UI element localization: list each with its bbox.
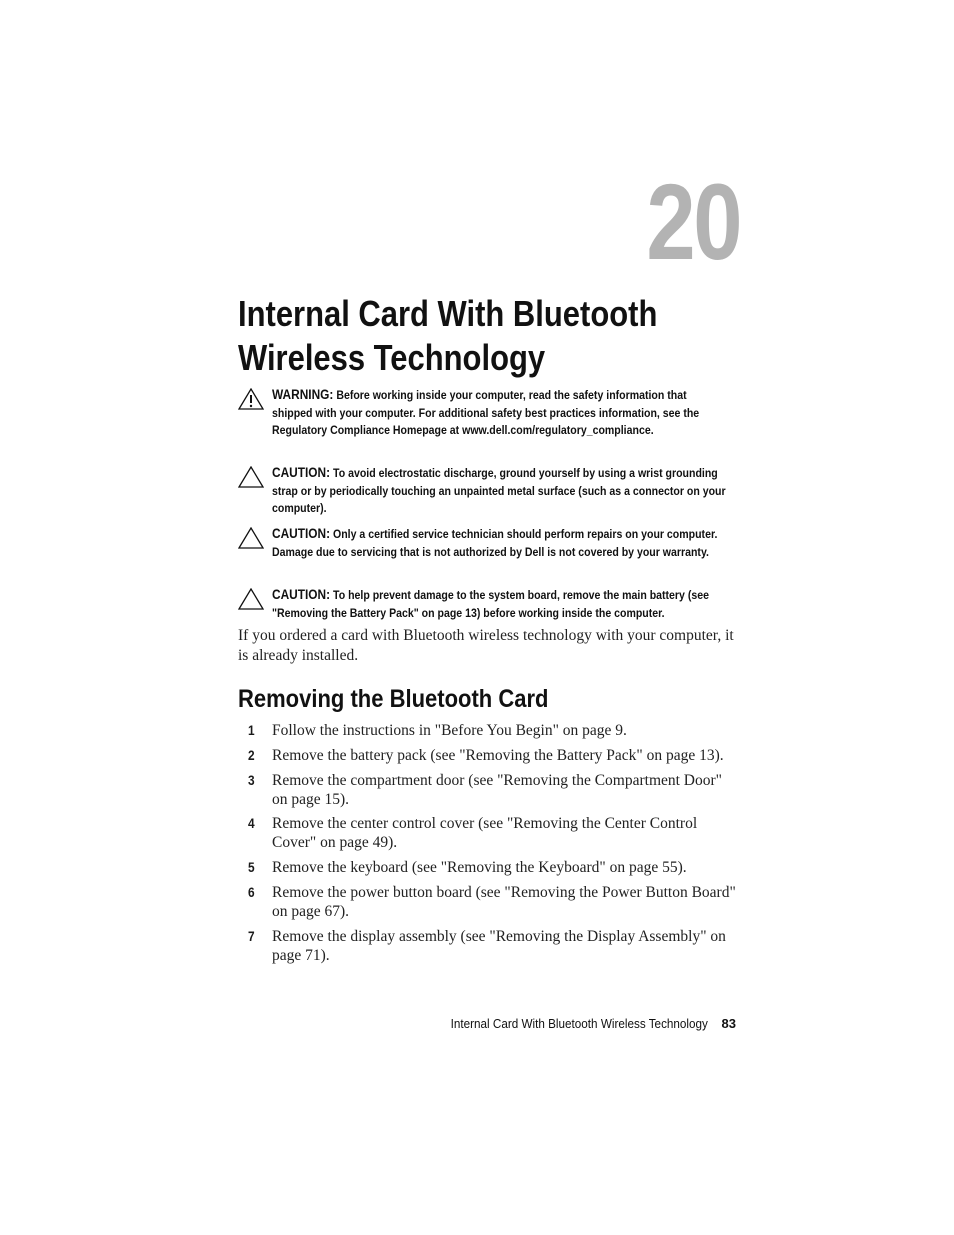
page-number: 83 [721,1016,736,1031]
step-text: Remove the center control cover (see "Removing the Center Control Cover" on page 49). [272,815,698,851]
list-item [238,858,738,877]
step-number: 7 [248,929,255,944]
chapter-title: Internal Card With Bluetooth Wireless Technology [238,293,658,378]
caution-notice [238,586,738,622]
step-text: Remove the battery pack (see "Removing the Battery Pack" on page 13). [272,747,724,764]
caution-icon [238,588,264,610]
warning-icon [238,388,264,410]
notice-text: To avoid electrostatic discharge, ground yourself by using a wrist grounding strap or by periodically touching an unpainted metal surface (such as a connector on your computer). [272,466,726,515]
step-number: 6 [248,885,255,900]
step-number: 5 [248,860,255,875]
notice-text: Only a certified service technician should perform repairs on your computer. Damage due to servicing that is not authorized by Dell is not covered by your warranty. [272,527,718,559]
caution-notice [238,464,738,518]
caution-icon [238,466,264,488]
intro-paragraph: If you ordered a card with Bluetooth wireless technology with your computer, it is already installed. [238,627,734,664]
footer-title: Internal Card With Bluetooth Wireless Technology [450,1016,708,1031]
list-item [238,721,738,740]
step-number: 1 [248,723,255,738]
warning-notice [238,386,738,440]
step-text: Remove the power button board (see "Removing the Power Button Board" on page 67). [272,884,736,920]
list-item [238,814,738,852]
notice-label: CAUTION: [272,465,331,480]
notice-body [272,525,730,561]
section-heading: Removing the Bluetooth Card [238,685,549,713]
list-item [238,927,738,965]
step-text: Remove the display assembly (see "Removing the Display Assembly" on page 71). [272,928,726,964]
page-footer [376,1015,736,1033]
step-number: 2 [248,748,255,763]
step-text: Follow the instructions in "Before You Begin" on page 9. [272,722,627,739]
step-number: 4 [248,816,255,831]
list-item [238,771,738,809]
notice-label: CAUTION: [272,526,331,541]
notice-label: WARNING: [272,387,334,402]
notice-text: To help prevent damage to the system board, remove the main battery (see "Removing the Battery Pack" on page 13) before working inside the computer. [272,588,709,620]
notice-body [272,386,730,440]
step-text: Remove the compartment door (see "Removing the Compartment Door" on page 15). [272,772,722,808]
notice-body [272,586,730,622]
step-number: 3 [248,773,255,788]
caution-icon [238,527,264,549]
notice-label: CAUTION: [272,587,331,602]
caution-notice [238,525,738,561]
chapter-number: 20 [646,161,740,282]
step-text: Remove the keyboard (see "Removing the Keyboard" on page 55). [272,859,687,876]
notice-body [272,464,730,518]
notice-text: Before working inside your computer, read the safety information that shipped with your computer. For additional safety best practices information, see the Regulatory Compliance Homepage at www.dell.com/regulatory_compliance. [272,388,700,437]
list-item [238,746,738,765]
list-item [238,883,738,921]
